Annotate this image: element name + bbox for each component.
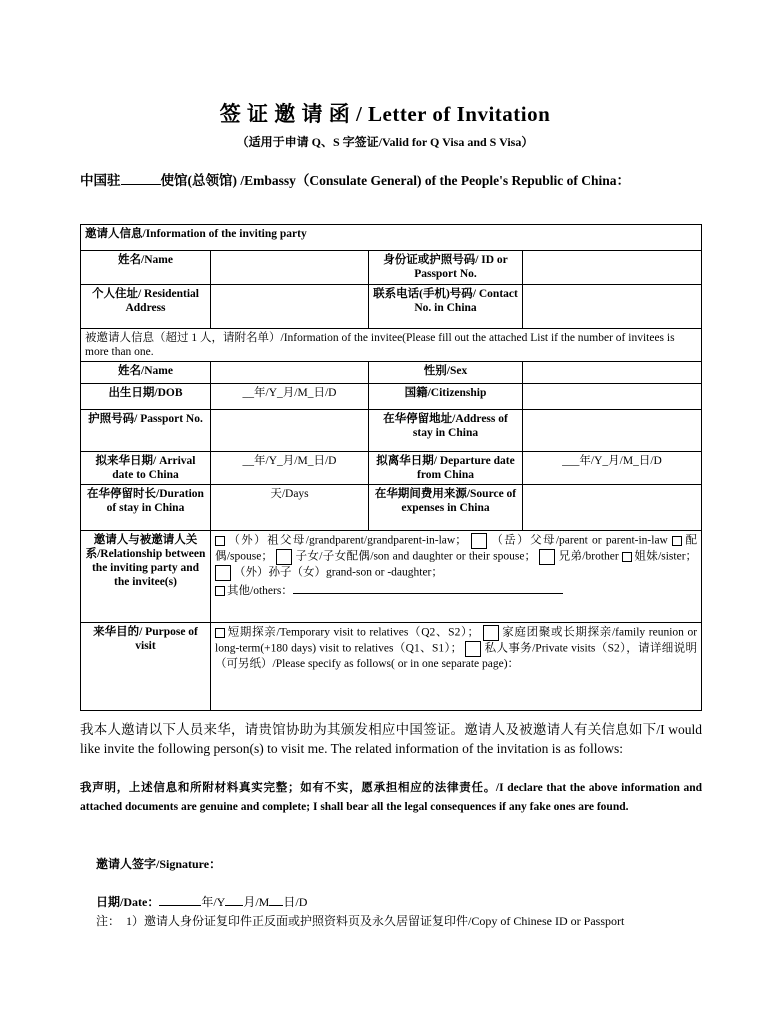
attachment-note: 注： 1）邀请人身份证复印件正反面或护照资料页及永久居留证复印件/Copy of Chinese ID or Passport	[96, 914, 625, 928]
invitee-passport-field[interactable]	[211, 410, 369, 452]
departure-date-field[interactable]: ___年/Y_月/M_日/D	[523, 452, 702, 485]
inviting-party-header: 邀请人信息/Information of the inviting party	[81, 225, 702, 251]
date-line	[96, 893, 307, 910]
departure-date-label: 拟离华日期/ Departure date from China	[369, 452, 523, 485]
page-title: 签 证 邀 请 函 / Letter of Invitation	[219, 102, 551, 126]
checkbox-sister[interactable]	[622, 552, 632, 562]
option-spouse: 配偶/spouse；	[215, 534, 698, 563]
invitee-sex-label: 性别/Sex	[369, 362, 523, 384]
checkbox-others[interactable]	[215, 586, 225, 596]
embassy-prefix: 中国驻	[80, 173, 121, 188]
checkbox-parent[interactable]	[471, 533, 487, 549]
duration-field[interactable]: 天/Days	[211, 485, 369, 531]
purpose-options	[211, 623, 702, 711]
invitee-citizenship-label: 国籍/Citizenship	[369, 384, 523, 410]
page-subtitle: （适用于申请 Q、S 字签证/Valid for Q Visa and S Visa）	[236, 135, 534, 149]
invitee-dob-field[interactable]: __年/Y_月/M_日/D	[211, 384, 369, 410]
embassy-suffix: 使馆(总领馆) /Embassy（Consulate General) of the People's Republic of China：	[160, 173, 631, 188]
checkbox-family-reunion[interactable]	[483, 625, 499, 641]
date-label: 日期/Date：	[96, 895, 160, 909]
checkbox-temporary-visit[interactable]	[215, 628, 225, 638]
inviter-contact-field[interactable]	[523, 285, 702, 329]
invitation-form-table	[80, 224, 702, 711]
option-grandchild: （外）孙子（女）grand-son or -daughter；	[234, 566, 443, 579]
date-month-field[interactable]	[225, 894, 243, 906]
arrival-date-label: 拟来华日期/ Arrival date to China	[81, 452, 211, 485]
embassy-line	[80, 171, 702, 190]
option-private-visit: 私人事务/Private visits（S2），请详细说明（可另纸）/Please specify as follows( or in one separate page)：	[215, 642, 698, 670]
signature-label: 邀请人签字/Signature：	[96, 857, 222, 871]
option-family-reunion: 家庭团聚或长期探亲/family reunion or long-term(+180 days) visit to relatives（Q1、S1）；	[215, 626, 698, 655]
date-day-unit: 日/D	[283, 895, 308, 909]
checkbox-children[interactable]	[276, 549, 292, 565]
invitation-statement: 我本人邀请以下人员来华，请贵馆协助为其颁发相应中国签证。邀请人及被邀请人有关信息如下/I would like invite the following person(s) to visit me. The related information of the invitation is as follows:	[80, 722, 702, 756]
invitee-citizenship-field[interactable]	[523, 384, 702, 410]
inviter-id-field[interactable]	[523, 251, 702, 285]
inviter-name-label: 姓名/Name	[81, 251, 211, 285]
option-grandparent: （外）祖父母/grandparent/grandparent-in-law；	[227, 534, 467, 547]
inviter-contact-label: 联系电话(手机)号码/ Contact No. in China	[369, 285, 523, 329]
purpose-label: 来华目的/ Purpose of visit	[81, 623, 211, 711]
expenses-source-field[interactable]	[523, 485, 702, 531]
option-others: 其他/others：	[227, 585, 293, 597]
date-year-unit: 年/Y	[201, 895, 226, 909]
invitee-dob-label: 出生日期/DOB	[81, 384, 211, 410]
inviter-name-field[interactable]	[211, 251, 369, 285]
inviter-address-label: 个人住址/ Residential Address	[81, 285, 211, 329]
invitee-address-china-label: 在华停留地址/Address of stay in China	[369, 410, 523, 452]
checkbox-grandchild[interactable]	[215, 565, 231, 581]
inviter-address-field[interactable]	[211, 285, 369, 329]
invitee-name-label: 姓名/Name	[81, 362, 211, 384]
checkbox-grandparent[interactable]	[215, 536, 225, 546]
relationship-label: 邀请人与被邀请人关系/Relationship between the inviting party and the invitee(s)	[81, 531, 211, 623]
checkbox-brother[interactable]	[539, 549, 555, 565]
invitee-header-text: 被邀请人信息（超过 1 人，请附名单）/Information of the invitee(Please fill out the attached List if the number of invitees is more than one.	[85, 332, 675, 358]
checkbox-private-visit[interactable]	[465, 641, 481, 657]
invitee-passport-label: 护照号码/ Passport No.	[81, 410, 211, 452]
relationship-options	[211, 531, 702, 623]
checkbox-spouse[interactable]	[672, 536, 682, 546]
invitee-name-field[interactable]	[211, 362, 369, 384]
option-children: 子女/子女配偶/son and daughter or their spouse；	[295, 550, 536, 563]
option-temporary-visit: 短期探亲/Temporary visit to relatives（Q2、S2）；	[227, 626, 479, 639]
option-brother: 兄弟/brother	[558, 550, 619, 563]
others-blank-field[interactable]	[293, 581, 563, 594]
declaration-text: 我声明，上述信息和所附材料真实完整；如有不实，愿承担相应的法律责任。/I declare that the above information and attached documents are genuine and complete; I shall bear all the legal consequences if any fake ones are found.	[80, 782, 702, 813]
arrival-date-field[interactable]: __年/Y_月/M_日/D	[211, 452, 369, 485]
date-year-field[interactable]	[159, 894, 201, 906]
option-parent: （岳）父母/parent or parent-in-law	[489, 534, 668, 547]
invitee-header	[81, 329, 702, 362]
date-month-unit: 月/M	[243, 895, 270, 909]
date-day-field[interactable]	[269, 894, 283, 906]
invitee-address-china-field[interactable]	[523, 410, 702, 452]
expenses-source-label: 在华期间费用来源/Source of expenses in China	[369, 485, 523, 531]
inviter-id-label: 身份证或护照号码/ ID or Passport No.	[369, 251, 523, 285]
option-sister: 姐妹/sister；	[633, 550, 698, 563]
embassy-blank-field[interactable]	[121, 171, 161, 185]
invitee-sex-field[interactable]	[523, 362, 702, 384]
duration-label: 在华停留时长/Duration of stay in China	[81, 485, 211, 531]
